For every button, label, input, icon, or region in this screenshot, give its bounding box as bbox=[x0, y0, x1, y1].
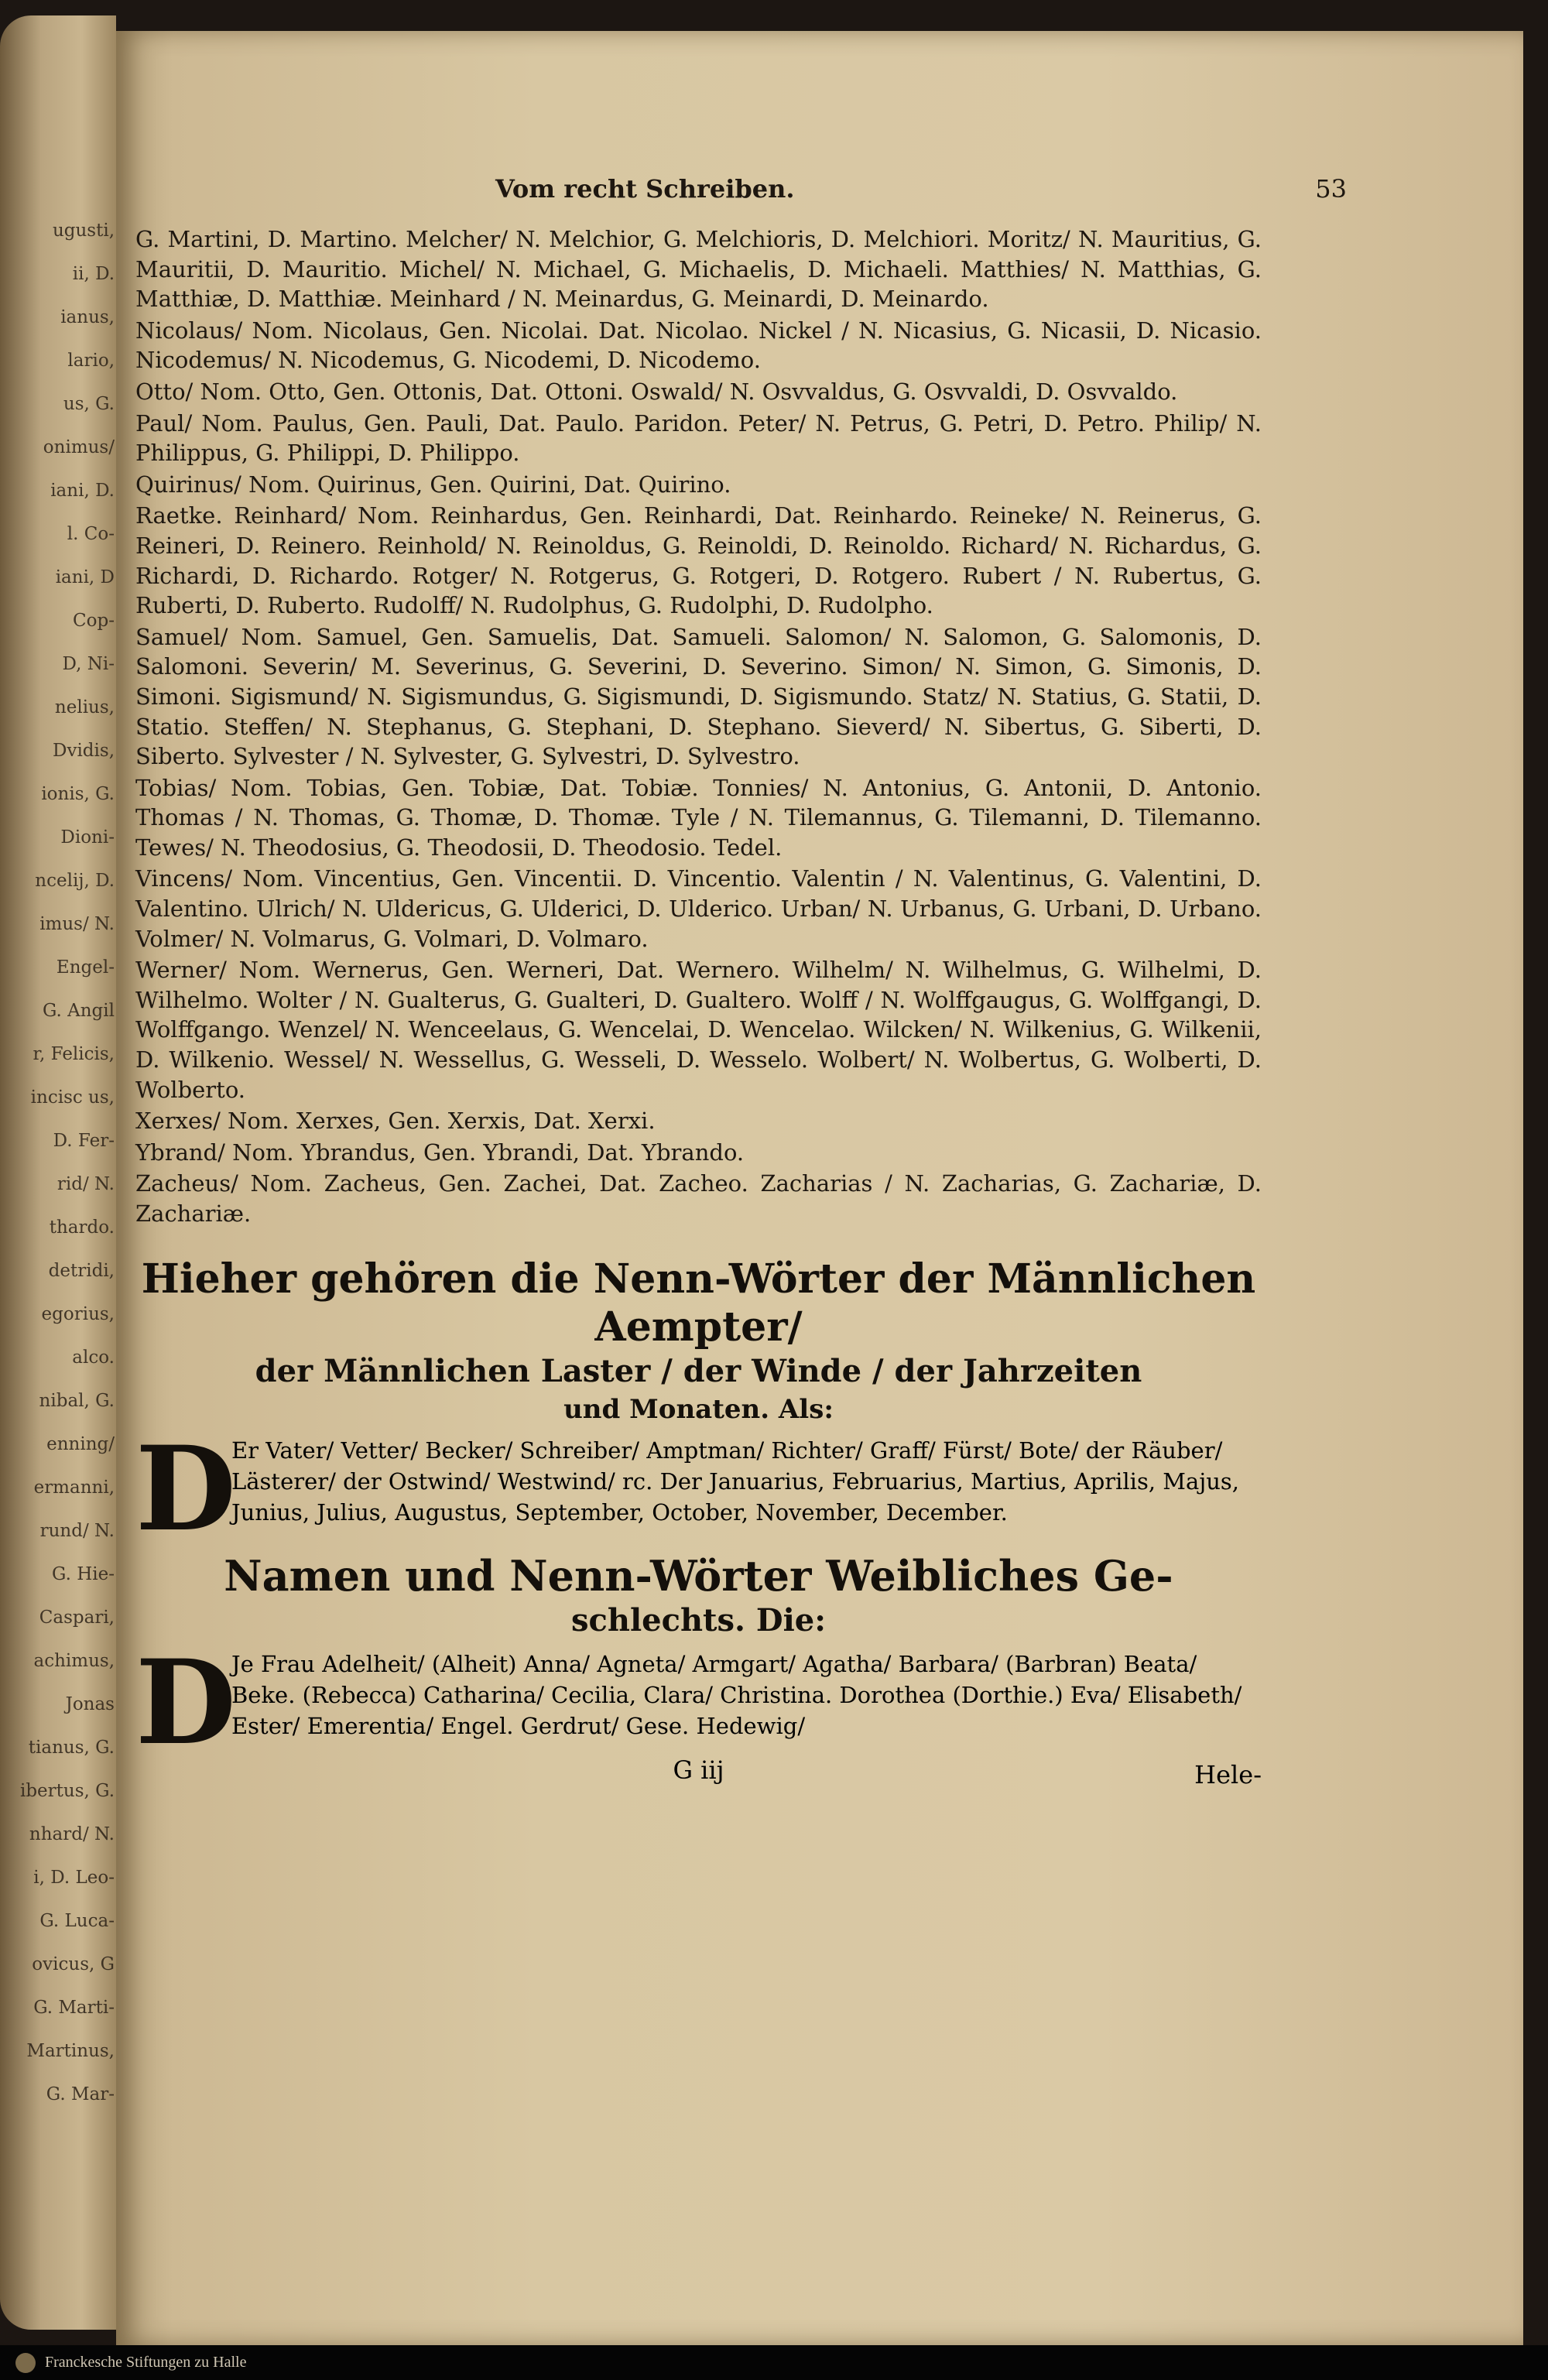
previous-page-margin-text bbox=[0, 209, 115, 2116]
margin-snippet: tianus, G. bbox=[28, 1738, 115, 1758]
margin-snippet: rid/ N. bbox=[57, 1174, 115, 1194]
margin-snippet: G. Hie- bbox=[52, 1564, 115, 1584]
margin-snippet: alco. bbox=[72, 1348, 115, 1368]
margin-snippet: D, Ni- bbox=[62, 654, 115, 674]
margin-snippet: ii, D. bbox=[72, 264, 115, 284]
margin-snippet: G. Luca- bbox=[39, 1911, 115, 1931]
page-number: 53 bbox=[1315, 174, 1347, 204]
name-paragraph: Otto/ Nom. Otto, Gen. Ottonis, Dat. Ottoni. Oswald/ N. Osvvaldus, G. Osvvaldi, D. Osvvaldo. bbox=[135, 378, 1178, 405]
margin-snippet: Jonas bbox=[65, 1694, 115, 1714]
name-paragraph: Zacheus/ Nom. Zacheus, Gen. Zachei, Dat. Zacheo. Zacharias / N. Zacharias, G. Zachariæ, D. Zachariæ. bbox=[135, 1170, 1262, 1227]
margin-snippet: us, G. bbox=[63, 394, 115, 414]
margin-snippet: iani, D bbox=[55, 567, 115, 587]
running-head bbox=[132, 174, 1362, 213]
margin-snippet: i, D. Leo- bbox=[33, 1868, 115, 1888]
name-paragraph: Tobias/ Nom. Tobias, Gen. Tobiæ, Dat. Tobiæ. Tonnies/ N. Antonius, G. Antonii, D. Antonio. Thomas / N. Thomas, G. Thomæ, D. Thomæ. Tyle / N. Tilemannus, G. Tilemanni, D. Tilemanno. Tewes/ N. Theodosius, G. Theodosii, D. Theodosio. Tedel. bbox=[135, 774, 1262, 861]
margin-snippet: ncelij, D. bbox=[35, 871, 115, 891]
name-paragraph: Paul/ Nom. Paulus, Gen. Pauli, Dat. Paulo. Paridon. Peter/ N. Petrus, G. Petri, D. Petro. Philip/ N. Philippus, G. Philippi, D. Philippo. bbox=[135, 409, 1262, 467]
name-paragraph: G. Martini, D. Martino. Melcher/ N. Melchior, G. Melchioris, D. Melchiori. Moritz/ N. Mauritius, G. Mauritii, D. Mauritio. Michel/ N. Michael, G. Michaelis, D. Michaeli. Matthies/ N. Matthias, G. Matthiæ, D. Matthiæ. Meinhard / N. Meinardus, G. Meinardi, D. Meinardo. bbox=[135, 226, 1262, 313]
section-feminine-text: Je Frau Adelheit/ (Alheit) Anna/ Agneta/ Armgart/ Agatha/ Barbara/ (Barbran) Beata/ Beke. (Rebecca) Catharina/ Cecilia, Clara/ Christina. Dorothea (Dorthie.) Eva/ Elisabeth/ Ester/ Emerentia/ Engel. Gerdrut/ Gese. Hedewig/ bbox=[231, 1650, 1242, 1739]
margin-snippet: enning/ bbox=[46, 1434, 115, 1454]
section-masculine-body bbox=[135, 1420, 1262, 1557]
margin-snippet: ibertus, G. bbox=[19, 1781, 115, 1801]
section-heading-line-2: der Männlichen Laster / der Winde / der Jahrzeiten bbox=[255, 1352, 1142, 1389]
catchword: Hele- bbox=[1194, 1759, 1262, 1789]
margin-snippet: egorius, bbox=[41, 1304, 115, 1324]
footer-credit: Franckesche Stiftungen zu Halle bbox=[45, 2354, 247, 2371]
margin-snippet: imus/ N. bbox=[39, 914, 115, 934]
margin-snippet: G. Angil bbox=[42, 1001, 115, 1021]
page-body bbox=[135, 224, 1262, 1789]
name-paragraphs bbox=[135, 224, 1262, 1229]
margin-snippet: ermanni, bbox=[33, 1478, 115, 1498]
margin-snippet: D. Fer- bbox=[53, 1131, 115, 1151]
margin-snippet: ianus, bbox=[60, 307, 115, 327]
margin-snippet: detridi, bbox=[48, 1261, 115, 1281]
name-paragraph: Xerxes/ Nom. Xerxes, Gen. Xerxis, Dat. Xerxi. bbox=[135, 1108, 656, 1135]
margin-snippet: l. Co- bbox=[67, 524, 115, 544]
margin-snippet: iani, D. bbox=[50, 481, 115, 501]
margin-snippet: G. Mar- bbox=[46, 2084, 115, 2104]
margin-snippet: nibal, G. bbox=[39, 1391, 115, 1411]
name-paragraph: Raetke. Reinhard/ Nom. Reinhardus, Gen. Reinhardi, Dat. Reinhardo. Reineke/ N. Reinerus, G. Reineri, D. Reinero. Reinhold/ N. Reinoldus, G. Reinoldi, D. Reinoldo. Richard/ N. Richardus, G. Richardi, D. Richardo. Rotger/ N. Rotgerus, G. Rotgeri, D. Rotgero. Rubert / N. Rubertus, G. Ruberti, D. Ruberto. Rudolff/ N. Rudolphus, G. Rudolphi, D. Rudolpho. bbox=[135, 502, 1262, 619]
running-head-title: Vom recht Schreiben. bbox=[495, 174, 795, 204]
margin-snippet: ionis, G. bbox=[41, 784, 115, 804]
drop-cap: D bbox=[135, 1634, 237, 1771]
margin-snippet: nelius, bbox=[54, 697, 115, 717]
margin-snippet: Martinus, bbox=[26, 2041, 115, 2061]
section-heading-feminine-line-2: schlechts. Die: bbox=[571, 1601, 826, 1639]
margin-snippet: Cop- bbox=[73, 611, 115, 631]
drop-cap: D bbox=[135, 1420, 237, 1557]
margin-snippet: rund/ N. bbox=[39, 1521, 115, 1541]
margin-snippet: Dvidis, bbox=[53, 741, 115, 761]
name-paragraph: Nicolaus/ Nom. Nicolaus, Gen. Nicolai. Dat. Nicolao. Nickel / N. Nicasius, G. Nicasii, D. Nicasio. Nicodemus/ N. Nicodemus, G. Nicodemi, D. Nicodemo. bbox=[135, 317, 1262, 374]
margin-snippet: onimus/ bbox=[43, 437, 115, 457]
institution-logo-icon bbox=[15, 2353, 36, 2373]
margin-snippet: G. Marti- bbox=[33, 1998, 115, 2018]
name-paragraph: Quirinus/ Nom. Quirinus, Gen. Quirini, Dat. Quirino. bbox=[135, 471, 731, 498]
section-heading-feminine: Namen und Nenn-Wörter Weibliches Ge- bbox=[224, 1550, 1173, 1601]
footer-bar bbox=[0, 2345, 1548, 2380]
margin-snippet: ovicus, G bbox=[32, 1954, 115, 1974]
section-heading-masculine: Hieher gehören die Nenn-Wörter der Männlichen Aempter/ bbox=[141, 1255, 1256, 1351]
margin-snippet: Engel- bbox=[56, 957, 115, 978]
name-paragraph: Ybrand/ Nom. Ybrandus, Gen. Ybrandi, Dat. Ybrando. bbox=[135, 1139, 745, 1166]
name-paragraph: Samuel/ Nom. Samuel, Gen. Samuelis, Dat. Samueli. Salomon/ N. Salomon, G. Salomonis, D. Salomoni. Severin/ M. Severinus, G. Severini, D. Severino. Simon/ N. Simon, G. Simonis, D. Simoni. Sigismund/ N. Sigismundus, G. Sigismundi, D. Sigismundo. Statz/ N. Statius, G. Statii, D. Statio. Steffen/ N. Stephanus, G. Stephani, D. Stephano. Sieverd/ N. Sibertus, G. Siberti, D. Siberto. Sylvester / N. Sylvester, G. Sylvestri, D. Sylvestro. bbox=[135, 623, 1262, 770]
margin-snippet: thardo. bbox=[49, 1217, 115, 1238]
name-paragraph: Werner/ Nom. Wernerus, Gen. Werneri, Dat. Wernero. Wilhelm/ N. Wilhelmus, G. Wilhelmi, D. Wilhelmo. Wolter / N. Gualterus, G. Gualteri, D. Gualtero. Wolff / N. Wolffgaugus, G. Wolffgangi, D. Wolffgango. Wenzel/ N. Wenceelaus, G. Wencelai, D. Wencelao. Wilcken/ N. Wilkenius, G. Wilkenii, D. Wilkenio. Wessel/ N. Wessellus, G. Wesseli, D. Wesselo. Wolbert/ N. Wolbertus, G. Wolberti, D. Wolberto. bbox=[135, 957, 1262, 1103]
margin-snippet: incisc us, bbox=[30, 1087, 115, 1108]
margin-snippet: lario, bbox=[67, 351, 115, 371]
printer-signature: G iij bbox=[673, 1755, 724, 1785]
section-heading-line-3: und Monaten. Als: bbox=[563, 1393, 834, 1425]
name-paragraph: Vincens/ Nom. Vincentius, Gen. Vincentii. D. Vincentio. Valentin / N. Valentinus, G. Valentini, D. Valentino. Ulrich/ N. Uldericus, G. Ulderici, D. Ulderico. Urban/ N. Urbanus, G. Urbani, D. Urbano. Volmer/ N. Volmarus, G. Volmari, D. Volmaro. bbox=[135, 865, 1262, 952]
margin-snippet: nhard/ N. bbox=[29, 1824, 115, 1844]
margin-snippet: Dioni- bbox=[60, 827, 115, 848]
page-foot bbox=[135, 1755, 1262, 1789]
margin-snippet: ugusti, bbox=[52, 221, 115, 241]
margin-snippet: achimus, bbox=[33, 1651, 115, 1671]
margin-snippet: Caspari, bbox=[39, 1608, 115, 1628]
margin-snippet: r, Felicis, bbox=[33, 1044, 115, 1064]
section-masculine-text: Er Vater/ Vetter/ Becker/ Schreiber/ Amptman/ Richter/ Graff/ Fürst/ Bote/ der Räuber/ Lästerer/ der Ostwind/ Westwind/ rc. Der Januarius, Februarius, Martius, Aprilis, Majus, Junius, Julius, Augustus, September, October, November, December. bbox=[231, 1437, 1240, 1526]
